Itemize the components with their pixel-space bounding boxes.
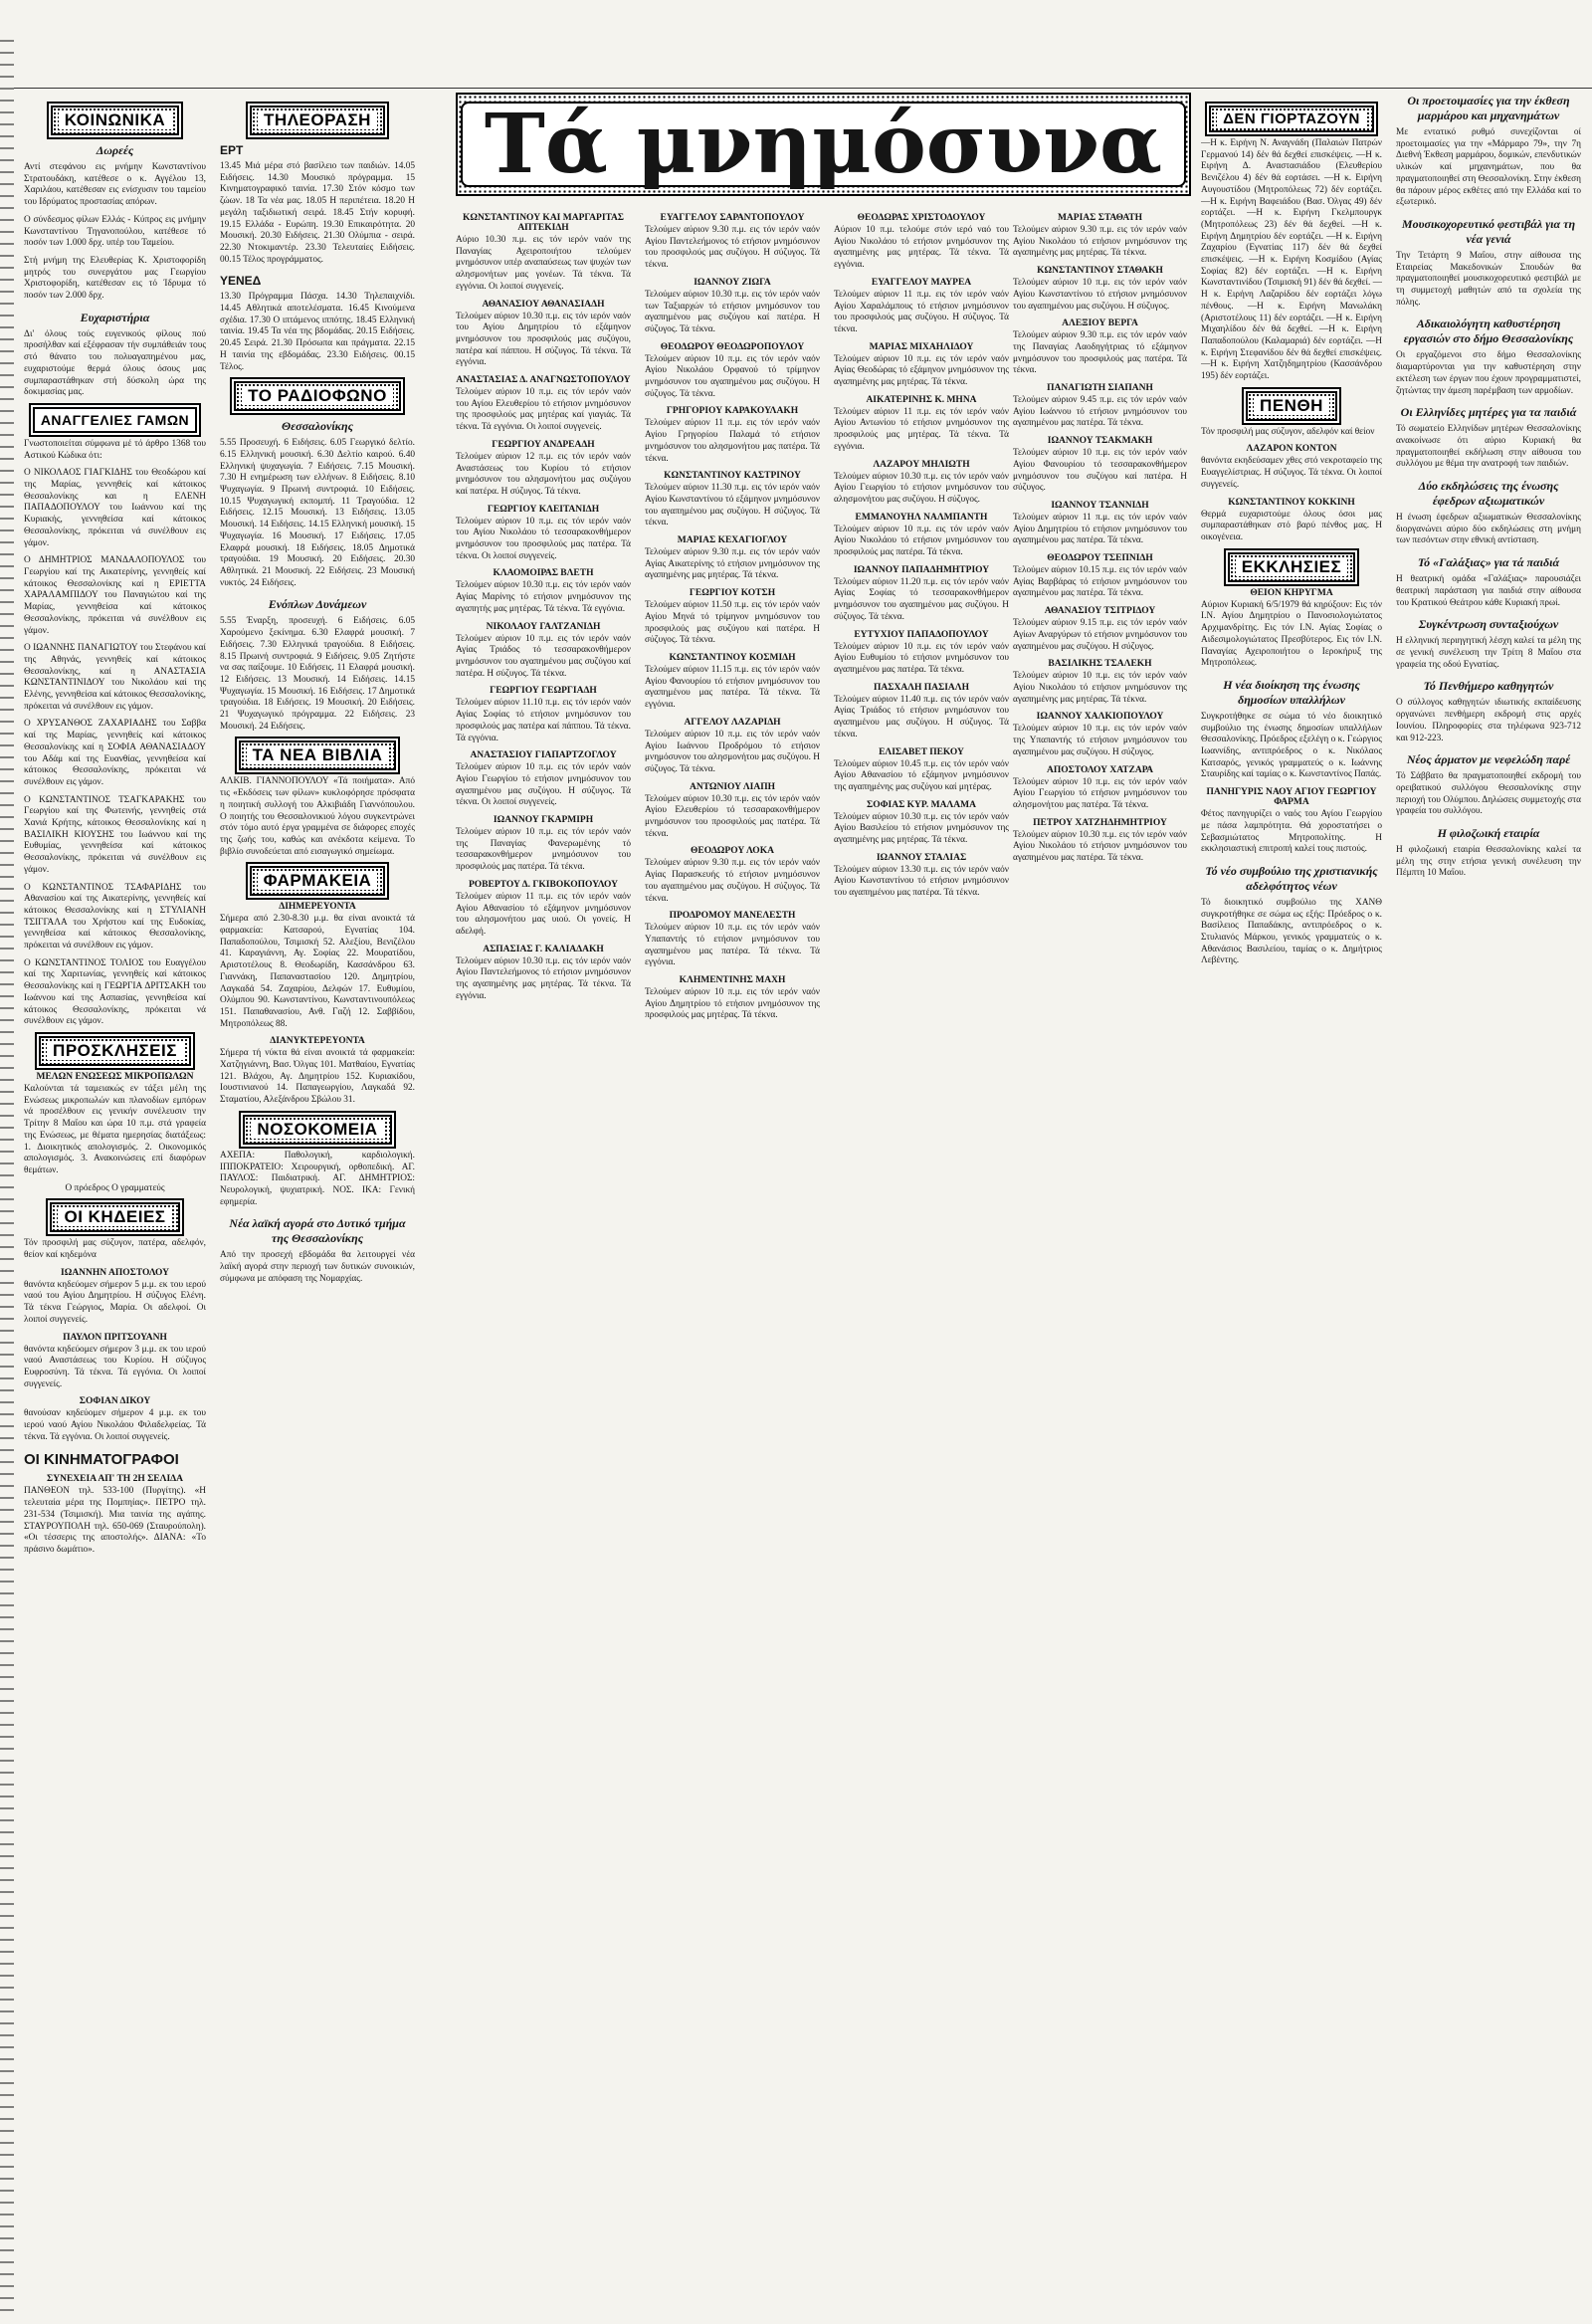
memorial-name: ΙΩΑΝΝΟΥ ΣΤΑΛΙΑΣ	[876, 852, 967, 863]
memorial-name: ΑΠΟΣΤΟΛΟΥ ΧΑΤΖΑΡΑ	[1047, 764, 1153, 775]
subhead-ert: ΕΡΤ	[220, 143, 244, 157]
memorial-text: Τελούμεν αύριον 10 π.μ. εις τόν ιερόν ναόν Αγίας Θεοδώρας τό εξάμηνον μνημόσυνον της αγαπημένης μας μητέρας. Τά τέκνα.	[834, 353, 1009, 388]
memorial-name: ΙΩΑΝΝΟΥ ΖΙΩΓΑ	[694, 277, 771, 288]
mourning-name: ΛΑΖΑΡΟΝ ΚΟΝΤΟΝ	[1246, 444, 1337, 455]
headline: Οι προετοιμασίες για την έκθεση μαρμάρου και μηχανημάτων	[1407, 94, 1570, 122]
column-media	[220, 98, 415, 2318]
memorial-text: Τελούμεν αύριον 10 π.μ. εις τόν ιερόν ναόν Αγίου Δημητρίου τό ετήσιον μνημόσυνον της προσφιλούς μας μητέρας. Τά τέκνα.	[645, 987, 820, 1021]
memorial-text: Τελούμεν αύριον 9.30 π.μ. εις τόν ιερόν ναόν Αγίας Αικατερίνης τό ετήσιον μνημόσυνον της αγαπημένης μας μητέρας. Τά τέκνα.	[645, 547, 820, 581]
memorial-name: ΚΩΝΣΤΑΝΤΙΝΟΥ ΚΑΙ ΜΑΡΓΑΡΙΤΑΣ ΑΠΤΕΚΙΔΗ	[462, 213, 625, 233]
memorial-text: Τελούμεν αύριον 10 π.μ. εις τόν ιερόν ναόν Αγίου Γεωργίου τό ετήσιον μνημόσυνον του αγαπημένου μας συζύγου. Η σύζυγος. Τά τέκνα. Οι λοιποί συγγενείς.	[456, 762, 631, 808]
memorial-text: Τελούμεν αύριον 10.30 π.μ. εις τόν ιερόν ναόν Αγίου Παντελεήμονος τό ετήσιον μνημόσυνον της αγαπημένης μας μητέρας. Τά τέκνα. Τά εγγόνια.	[456, 955, 631, 1001]
memorial-text: Τελούμεν αύριον 10 π.μ. εις τόν ιερόν ναόν Αγίας Τριάδος τό τεσσαρακονθήμερον μνημόσυνον του αγαπημένου μας συζύγου καί πατέρα. Η σύζυγος. Τά τέκνα.	[456, 633, 631, 679]
headline: Νέος άρματον με νεφελώδη παρέ	[1406, 752, 1571, 767]
notice-title: ΜΕΛΩΝ ΕΝΩΣΕΩΣ ΜΙΚΡΟΠΩΛΩΝ	[36, 1072, 194, 1082]
paragraph: 5.55 Έναρξη, προσευχή. 6 Ειδήσεις. 6.05 Χαρούμενο ξεκίνημα. 6.30 Ελαφρά μουσική. 7 Ειδήσεις. 7.30 Ελληνικά τραγούδια. 8 Ειδήσεις. 8.15 Πρωινή συντροφιά. 9 Ειδήσεις. 9.05 Ζητήστε να σας παίξουμε. 10 Ειδήσεις. 11 Ελαφρά μουσική. 12 Ειδήσεις. 13 Μουσική. 14 Ειδήσεις. 14.15 Ψυχαγωγία. 15 Μουσική. 16 Ειδήσεις. 17 Δημοτικά τραγούδια. 18 Ειδήσεις. 19 Μουσική. 20 Ειδήσεις. 21 Ψυχαγωγικό πρόγραμμα. 22 Ειδήσεις. 23 Μουσική. 24 Ειδήσεις.	[220, 616, 415, 732]
memorial-name: ΙΩΑΝΝΟΥ ΤΣΑΚΜΑΚΗ	[1047, 436, 1153, 447]
section-header-cinema: ΟΙ ΚΙΝΗΜΑΤΟΓΡΑΦΟΙ	[24, 1451, 179, 1469]
memorial-name: ΘΕΟΔΩΡΑΣ ΧΡΙΣΤΟΔΟΥΛΟΥ	[857, 213, 986, 223]
memorial-name: ΚΩΝΣΤΑΝΤΙΝΟΥ ΣΤΑΘΑΚΗ	[1037, 266, 1163, 277]
memorial-text: Αύριο 10.30 π.μ. εις τόν ιερόν ναόν της Παναγίας Αχειροποιήτου τελούμεν μνημόσυνον υπέρ αναπαύσεως των ψυχών των αλησμονήτων μας γονέων. Τά τέκνα. Τά εγγόνια. Οι λοιποί συγγενείς.	[456, 235, 631, 292]
paragraph: Αντί στεφάνου εις μνήμην Κωνσταντίνου Στρατουδάκη, κατέθεσε ο κ. Αγγέλου 13, Χαριλάου, κατέθεσαν εις ενίσχυσιν του ταμείου του Ιδρύματος προστασίας απόρων.	[24, 162, 206, 208]
signature-line: Ο πρόεδρος Ο γραμματεύς	[65, 1182, 165, 1193]
memorial-text: Τελούμεν αύριον 10 π.μ. εις τόν ιερόν ναόν Αγίου Νικολάου τό ετήσιον μνημόσυνον της αγαπημένης μας μητέρας. Τά τέκνα.	[1013, 671, 1187, 705]
memorial-name: ΜΑΡΙΑΣ ΜΙΧΑΗΛΙΔΟΥ	[869, 341, 974, 352]
subhead-yened: ΥΕΝΕΔ	[220, 274, 262, 289]
subhead: Θεσσαλονίκης	[282, 419, 353, 434]
section-header-tileorasi: ΤΗΛΕΟΡΑΣΗ	[250, 106, 385, 135]
memorial-name: ΑΘΑΝΑΣΙΟΥ ΑΘΑΝΑΣΙΑΔΗ	[482, 299, 605, 310]
paragraph: Τόν προσφιλή μας σύζυγον, πατέρα, αδελφόν, θείον καί κηδεμόνα	[24, 1238, 206, 1261]
memorial-text: Τελούμεν αύριον 11 π.μ. εις τόν ιερόν ναόν Αγίου Δημητρίου τό ετήσιον μνημόσυνον του αγαπημένου μας πατέρα. Τά τέκνα.	[1013, 512, 1187, 546]
memorial-name: ΘΕΟΔΩΡΟΥ ΘΕΟΔΩΡΟΠΟΥΛΟΥ	[660, 341, 805, 352]
wedding-notice: Ο ΚΩΝΣΤΑΝΤΙΝΟΣ ΤΣΑΦΑΡΙΔΗΣ του Αθανασίου καί της Αικατερίνης, γεννηθείς καί κάτοικος Θεσσαλονίκης καί η ΣΤΥΛΙΑΝΗ ΤΣΙΓΓΑΛΑ του Χρήστου καί της Ευδοκίας, γεννηθείσα καί κάτοικος Θεσσαλονίκης, πρόκειται νά συνέλθουν εις γάμον.	[24, 882, 206, 951]
paragraph: Συγκροτήθηκε σε σώμα τό νέο διοικητικό συμβούλιο της ένωσης δημοσίων υπαλλήλων Θεσσαλονίκης. Πρόεδρος εξελέγη ο κ. Γεώργιος Ιωαννίδης, αντιπρόεδρος ο κ. Νικόλαος Κατσαρός, γενικός γραμματεύς ο κ. Ιωάννης Σταυρίδης καί ταμίας ο κ. Κωνσταντίνος Παπάς.	[1201, 711, 1382, 780]
memorial-name: ΑΙΚΑΤΕΡΙΝΗΣ Κ. ΜΗΝΑ	[866, 394, 977, 405]
memorial-text: Τελούμεν αύριον 10.30 π.μ. εις τόν ιερόν ναόν Αγίου Ελευθερίου τό τεσσαρακονθήμερον μνημόσυνον του προσφιλούς μας πατέρα. Τά τέκνα.	[645, 793, 820, 839]
column-social	[24, 98, 206, 2318]
memorial-name: ΙΩΑΝΝΟΥ ΤΣΑΝΝΙΔΗ	[1051, 500, 1149, 511]
column-mnimosyna-4	[1013, 207, 1187, 2318]
memorial-text: Τελούμεν αύριον 10.15 π.μ. εις τόν ιερόν ναόν Αγίας Βαρβάρας τό ετήσιον μνημόσυνον του αγαπημένου μας πατέρα. Τά τέκνα.	[1013, 565, 1187, 599]
subhead: ΘΕΙΟΝ ΚΗΡΥΓΜΑ	[1250, 587, 1333, 598]
memorial-text: Τελούμεν αύριον 11.30 π.μ. εις τόν ιερόν ναόν Αγίου Κωνσταντίνου τό εξάμηνον μνημόσυνον του αγαπημένου μας συζύγου. Η σύζυγος. Τά τέκνα.	[645, 483, 820, 528]
memorial-name: ΕΥΤΥΧΙΟΥ ΠΑΠΑΔΟΠΟΥΛΟΥ	[854, 629, 989, 640]
memorial-name: ΑΘΑΝΑΣΙΟΥ ΤΣΙΤΡΙΔΟΥ	[1044, 606, 1156, 617]
paragraph: Ο σύλλογος καθηγητών ιδιωτικής εκπαίδευσης οργανώνει πενθήμερη εκδρομή στις αρχές Ιουνίου. Πληροφορίες στα τηλέφωνα 923-712 και 912-223.	[1396, 698, 1581, 743]
subhead: ΣΥΝΕΧΕΙΑ ΑΠ' ΤΗ 2Η ΣΕΛΙΔΑ	[47, 1474, 183, 1485]
memorial-text: Τελούμεν αύριον 10 π.μ. εις τόν ιερόν ναόν της Υπαπαντής τό ετήσιον μνημόσυνον του αγαπημένου μας συζύγου. Η σύζυγος.	[1013, 724, 1187, 757]
memorial-text: Τελούμεν αύριον 9.30 π.μ. εις τόν ιερόν ναόν της Παναγίας Λαοδηγήτριας τό εξάμηνον μνημόσυνον του προσφιλούς μας πατέρα. Τά τέκνα.	[1013, 330, 1187, 376]
paragraph: Η φιλοζωική εταιρία Θεσσαλονίκης καλεί τα μέλη της στην ετήσια γενική συνέλευση την Πέμπτη 10 Μαΐου.	[1396, 845, 1581, 879]
headline: Η φιλοζωική εταιρία	[1437, 826, 1540, 841]
subhead: ΠΑΝΗΓΥΡΙΣ ΝΑΟΥ ΑΓΙΟΥ ΓΕΩΡΓΙΟΥ ΦΑΡΜΑ	[1206, 787, 1377, 808]
memorial-name: ΕΥΑΓΓΕΛΟΥ ΣΑΡΑΝΤΟΠΟΥΛΟΥ	[660, 213, 805, 223]
memorial-name: ΚΛΑΟΜΟΙΡΑΣ ΒΛΕΤΗ	[493, 568, 594, 579]
memorial-text: Τελούμεν αύριον 10.45 π.μ. εις τόν ιερόν ναόν Αγίου Αθανασίου τό εξάμηνον μνημόσυνον της αγαπημένης μας συζύγου καί μητέρας.	[834, 758, 1009, 792]
memorial-name: ΒΑΣΙΛΙΚΗΣ ΤΣΑΛΕΚΗ	[1048, 659, 1152, 670]
memorial-name: ΜΑΡΙΑΣ ΚΕΧΑΓΙΟΓΛΟΥ	[677, 535, 788, 546]
section-header-koinonika: ΚΟΙΝΩΝΙΚΑ	[51, 106, 179, 135]
paragraph: Τό σωματείο Ελληνίδων μητέρων Θεσσαλονίκης ανακοίνωσε ότι αύριο Κυριακή θα πραγματοποιηθεί εκδήλωση στην αίθουσα του συλλόγου με θέμα την ανατροφή των παιδιών.	[1396, 424, 1581, 470]
subhead: Η νέα διοίκηση της ένωσης δημοσίων υπαλλήλων	[1223, 677, 1360, 707]
section-header-radiofono: ΤΟ ΡΑΔΙΟΦΩΝΟ	[234, 381, 401, 411]
memorial-name: ΠΑΣΧΑΛΗ ΠΑΣΙΑΛΗ	[874, 682, 969, 693]
memorial-name: ΘΕΟΔΩΡΟΥ ΛΟΚΑ	[691, 846, 774, 857]
paragraph: θανόντα κηδεύομεν σήμερον 3 μ.μ. εκ του ιερού ναού Αναστάσεως του Κυρίου. Η σύζυγος Ευφροσύνη. Τά τέκνα. Τά εγγόνια. Οι λοιποί συγγενείς.	[24, 1344, 206, 1389]
memorial-text: Τελούμεν αύριον 9.30 π.μ. εις τόν ιερόν ναόν Αγίου Παντελεήμονος τό ετήσιον μνημόσυνον του προσφιλούς μας συζύγου. Η σύζυγος. Τά τέκνα.	[645, 225, 820, 271]
memorial-text: Τελούμεν αύριον 11 π.μ. εις τόν ιερόν ναόν Αγίου Αντωνίου τό ετήσιον μνημόσυνον της προσφιλούς μας μητέρας. Τά τέκνα. Τά εγγόνια.	[834, 406, 1009, 452]
paragraph: ΑΛΚΙΒ. ΓΙΑΝΝΟΠΟΥΛΟΥ «Τά ποιήματα». Από τις «Εκδόσεις των φίλων» κυκλοφόρησε πρόσφατα η ποιητική συλλογή του Αλκιβιάδη Γιαννόπουλου. Ο ποιητής του Θεσσαλονικιού λόγου συγκεντρώνει στόν τόμο αυτό έργα γραμμένα σε διάφορες εποχές της ζωής του, καθώς και ανέκδοτα κείμενα. Το βιβλίο συνοδεύεται από εισαγωγικό σημείωμα.	[220, 776, 415, 857]
memorial-name: ΑΝΤΩΝΙΟΥ ΛΙΑΠΗ	[689, 781, 776, 792]
headline: Μουσικοχορευτικό φεστιβάλ για τη νέα γενιά	[1401, 216, 1576, 246]
paragraph: θανούσαν κηδεύομεν σήμερον 4 μ.μ. εκ του ιερού ναού Αγίου Νικολάου Φιλαδελφείας. Τά τέκνα. Τά εγγόνια. Οι λοιποί συγγενείς.	[24, 1408, 206, 1442]
memorial-text: Τελούμεν αύριον 10 π.μ. εις τόν ιερόν ναόν Αγίου Νικολάου Ορφανού τό τρίμηνον μνημόσυνον του αγαπημένου μας συζύγου. Η σύζυγος. Τά τέκνα.	[645, 353, 820, 399]
memorial-name: ΙΩΑΝΝΟΥ ΧΑΛΚΙΟΠΟΥΛΟΥ	[1036, 712, 1164, 723]
section-header-nosokomeia: ΝΟΣΟΚΟΜΕΙΑ	[243, 1115, 391, 1145]
section-header-proskliseis: ΠΡΟΣΚΛΗΣΕΙΣ	[39, 1036, 191, 1066]
memorial-name: ΚΛΗΜΕΝΤΙΝΗΣ ΜΑΧΗ	[679, 975, 786, 986]
subhead-dorees: Δωρεές	[96, 143, 134, 157]
memorial-text: Τελούμεν αύριον 10 π.μ. εις τόν ιερόν ναόν Υπαπαντής τό ετήσιον μνημόσυνον του αγαπημένου μας πατέρα. Τά τέκνα. Τά εγγόνια.	[645, 923, 820, 968]
memorial-name: ΙΩΑΝΝΟΥ ΓΚΑΡΜΙΡΗ	[493, 815, 594, 826]
headline: Τό «Γαλάξιας» για τά παιδιά	[1417, 555, 1560, 570]
memorial-text: Τελούμεν αύριον 11.15 π.μ. εις τόν ιερόν ναόν Αγίου Φανουρίου τό ετήσιον μνημόσυνον του αγαπημένου μας πατέρα. Τά τέκνα. Τά εγγόνια.	[645, 664, 820, 711]
subhead: Νέα λαϊκή αγορά στο Δυτικό τμήμα της Θεσσαλονίκης	[229, 1216, 406, 1246]
wedding-notice: Ο ΚΩΝΣΤΑΝΤΙΝΟΣ ΤΣΑΓΚΑΡΑΚΗΣ του Γεωργίου καί της Φωτεινής, γεννηθείς στά Χανιά Κρήτης, κάτοικος Θεσσαλονίκης καί η ΒΑΣΙΛΙΚΗ ΚΙΟΥΣΗΣ του Ιωάννου καί της Ευθυμίας, γεννηθείσα καί κάτοικος Θεσσαλονίκης, πρόκειται νά συνέλθουν εις γάμον.	[24, 794, 206, 875]
paragraph: Φέτος πανηγυρίζει ο ναός του Αγίου Γεωργίου με πάσα λαμπρότητα. Θά χοροστατήσει ο Σεβασμιώτατος Μητροπολίτης. Η εκκλησιαστική επιτροπή καλεί τους πιστούς.	[1201, 809, 1382, 855]
headline: Αδικαιολόγητη καθυστέρηση εργασιών στο δήμο Θεσσαλονίκης	[1403, 317, 1574, 346]
memorial-name: ΣΟΦΙΑΣ ΚΥΡ. ΜΑΛΑΜΑ	[867, 799, 976, 810]
section-header-farmakeia: ΦΑΡΜΑΚΕΙΑ	[250, 866, 386, 896]
funeral-name: ΠΑΥΛΟΝ ΠΡΙΤΣΟΥΑΝΗ	[63, 1332, 167, 1343]
memorial-name: ΓΕΩΡΓΙΟΥ ΚΟΤΣΗ	[689, 588, 776, 599]
subhead: Τό νέο συμβούλιο της χριστιανικής αδελφότητος νέων	[1205, 863, 1378, 893]
paragraph: θανόντα κηδεύομεν σήμερον 5 μ.μ. εκ του ιερού ναού του Αγίου Δημητρίου. Η σύζυγος Ελένη. Τά τέκνα Γεώργιος, Μαρία. Οι αδελφοί. Οι λοιποί συγγενείς.	[24, 1279, 206, 1325]
memorial-name: ΚΩΝΣΤΑΝΤΙΝΟΥ ΚΟΣΜΙΔΗ	[669, 652, 796, 663]
memorial-name: ΑΛΕΞΙΟΥ ΒΕΡΓΑ	[1062, 318, 1138, 329]
column-mnimosyna-1	[456, 207, 631, 2318]
paragraph: 5.55 Προσευχή. 6 Ειδήσεις. 6.05 Γεωργικό δελτίο. 6.15 Ελληνική μουσική. 6.30 Δελτίο καιρού. 6.40 Ελληνική ψυχαγωγία. 7 Ειδήσεις. 7.15 Μουσική. 7.30 Η ενημέρωση των ελλήνων. 8 Ειδήσεις. 8.10 Ψυχαγωγία. 9 Πρωινή συντροφιά. 10 Ειδήσεις. 10.15 Ψυχαγωγική εκπομπή. 11 Τραγούδια. 12 Ειδήσεις. 12.15 Μουσική. 13 Ειδήσεις. 13.05 Μουσική. 14 Ειδήσεις. 14.15 Ελληνική μουσική. 15 Ψυχαγωγία. 16 Μουσική. 17 Ειδήσεις. 17.05 Ελαφρά μουσική. 18 Ειδήσεις. 18.05 Δημοτικά τραγούδια. 19 Μουσική. 20 Ειδήσεις. 20.30 Αθλητικά. 21 Μουσική. 22 Ειδήσεις. 23 Μουσική νυκτός. 24 Ειδήσεις.	[220, 438, 415, 588]
paragraph: Τό Σάββατο θα πραγματοποιηθεί εκδρομή του ορειβατικού συλλόγου Θεσσαλονίκης στην περιοχή του Ολύμπου. Δηλώσεις συμμετοχής στα γραφεία του συλλόγου.	[1396, 771, 1581, 817]
memorial-name: ΕΜΜΑΝΟΥΗΛ ΝΑΛΜΠΑΝΤΗ	[855, 512, 988, 523]
wedding-notice: Ο ΔΗΜΗΤΡΙΟΣ ΜΑΝΔΑΛΟΠΟΥΛΟΣ του Γεωργίου καί της Αικατερίνης, γεννηθείς καί κάτοικος Θεσσαλονίκης καί η ΕΡΙΕΤΤΑ ΧΑΡΑΛΑΜΠΙΔΟΥ του Παναγιώτου καί της Μαρίας, γεννηθείσα καί κάτοικος Θεσσαλονίκης, πρόκειται νά συνέλθουν εις γάμον.	[24, 555, 206, 636]
section-header-gamoi: ΑΝΑΓΓΕΛΙΕΣ ΓΑΜΩΝ	[33, 407, 197, 433]
headline: Συγκέντρωση συνταξιούχων	[1418, 617, 1559, 632]
subhead: Ενόπλων Δυνάμεων	[268, 597, 367, 612]
memorial-text: Τελούμεν αύριον 9.30 π.μ. εις τόν ιερόν ναόν Αγίου Νικολάου τό ετήσιον μνημόσυνον της αγαπημένης μας μητέρας. Τά τέκνα.	[1013, 225, 1187, 259]
paragraph: Τόν προσφιλή μας σύζυγον, αδελφόν καί θείον	[1201, 426, 1375, 437]
memorial-text: Τελούμεν αύριον 10.30 π.μ. εις τόν ιερόν ναόν Αγίου Βασιλείου τό ετήσιον μνημόσυνον της αγαπημένης μας μητέρας. Τά τέκνα.	[834, 811, 1009, 846]
memorial-name: ΙΩΑΝΝΟΥ ΠΑΠΑΔΗΜΗΤΡΙΟΥ	[853, 564, 990, 575]
memorial-name: ΘΕΟΔΩΡΟΥ ΤΣΕΠΝΙΔΗ	[1047, 553, 1153, 564]
memorial-name: ΜΑΡΙΑΣ ΣΤΑΘΑΤΗ	[1057, 213, 1143, 223]
memorial-name: ΠΑΝΑΓΙΩΤΗ ΣΙΑΠΑΝΗ	[1047, 383, 1153, 394]
subhead: ΔΙΑΝΥΚΤΕΡΕΥΟΝΤΑ	[270, 1036, 365, 1047]
wedding-notice: Ο ΝΙΚΟΛΑΟΣ ΓΙΑΓΚΙΔΗΣ του Θεοδώρου καί της Μαρίας, γεννηθείς καί κάτοικος Θεσσαλονίκης και η ΕΛΕΝΗ ΠΑΠΑΔΟΠΟΥΛΟΥ του Ιωάννου καί της Κυριακής, γεννηθείσα καί κάτοικος Θεσσαλονίκης, πρόκειται νά συνέλθουν εις γάμον.	[24, 468, 206, 548]
column-church	[1201, 98, 1382, 2318]
memorial-name: ΓΕΩΡΓΙΟΥ ΚΛΕΙΤΑΝΙΔΗ	[487, 504, 600, 515]
paragraph: ΑΧΕΠΑ: Παθολογική, καρδιολογική. ΙΠΠΟΚΡΑΤΕΙΟ: Χειρουργική, ορθοπεδική. ΑΓ. ΠΑΥΛΟΣ: Παιδιατρική. ΑΓ. ΔΗΜΗΤΡΙΟΣ: Νευρολογική, ψυχιατρική. ΝΟΣ. ΙΚΑ: Γενική εφημερία.	[220, 1150, 415, 1207]
memorial-name: ΓΡΗΓΟΡΙΟΥ ΚΑΡΑΚΟΥΛΑΚΗ	[666, 406, 799, 417]
memorial-name: ΓΕΩΡΓΙΟΥ ΓΕΩΡΓΙΑΔΗ	[490, 686, 597, 697]
memorial-name: ΕΥΑΓΓΕΛΟΥ ΜΑΥΡΕΑ	[871, 277, 972, 288]
paragraph: Καλούνται τά ταμειακώς εν τάξει μέλη της Ενώσεως μικροπωλών και πλανοδίων εμπόρων νά προσέλθουν εις γενικήν συνέλευσιν την Τρίτην 8 Μαΐου και ώρα 10 π.μ. στά γραφεία της Ενώσεως, με θέματα ημερησίας διατάξεως: 1. Διοικητικός απολογισμός. 2. Οικονομικός απολογισμός. 3. Ανακοινώσεις επί διαφόρων θεμάτων.	[24, 1084, 206, 1175]
memorial-text: Τελούμεν αύριον 10.30 π.μ. εις τόν ιερόν ναόν των Ταξιαρχών τό ετήσιον μνημόσυνον του αγαπημένου μας συζύγου καί πατέρα. Η σύζυγος. Τά τέκνα.	[645, 289, 820, 334]
memorial-name: ΠΡΟΔΡΟΜΟΥ ΜΑΝΕΛΕΣΤΗ	[669, 911, 796, 922]
paragraph: —Η κ. Ειρήνη Ν. Αναγνάδη (Παλαιών Πατρών Γερμανού 14) δέν θά δεχθεί επισκέψεις. —Η κ. Ειρήνη Δ. Αναστασιάδου (Ελευθερίου Βενιζέλου 4) δέν θά εορτάσει. —Η κ. Ειρήνη Αυγουστίδου (Μητροπόλεως 72) δέν εορτάζει. —Η κ. Ειρήνη Βαφειάδου (Βασ. Όλγας 49) δέν εορτάζει. —Η κ. Ειρήνη Γκελμπουργκ (Μητροπόλεως 23) δέν θά δεχθεί. —Η κ. Ειρήνη Δημητρίου δέν εορτάζει. —Η κ. Ειρήνη Ζαχαρίου (Εγνατίας 117) δέν θά δεχθεί επισκέψεις. —Η κ. Ειρήνη Κοσμίδου (Αγίας Σοφίας 82) δέν εορτάζει. —Η κ. Ειρήνη Κωνσταντινίδου (Τσιμισκή 91) δέν θά δεχθεί. —Η κ. Ειρήνη Λαζαρίδου δέν εορτάζει λόγω πένθους. —Η κ. Ειρήνη Μανωλάκη (Αριστοτέλους 11) δέν εορτάζει. —Η κ. Ειρήνη Μιχαηλίδου δέν θά δεχθεί. —Η κ. Ειρήνη Παπαδοπούλου (Καλαμαριά) δέν εορτάζει. —Η κ. Ειρήνη Στεφανίδου δέν θά δεχθεί επισκέψεις. —Η κ. Ειρήνη Χατζηδημητρίου (Κασσάνδρου 195) δέν εορτάζει.	[1201, 138, 1382, 382]
headline: Τό Πενθήμερο καθηγητών	[1423, 679, 1554, 694]
headline: Οι Ελληνίδες μητέρες για τα παιδιά	[1400, 405, 1577, 420]
paragraph: Σήμερα τή νύκτα θά είναι ανοικτά τά φαρμακεία: Χατζηγιάννη, Βασ. Όλγας 101. Ματθαίου, Εγνατίας 121. Βλάχου, Αγ. Δημητρίου 152. Κυριακίδου, Ιουστινιανού 14. Παπαγεωργίου, Λαγκαδά 92. Σταματίου, Αλεξάνδρου Σβώλου 31.	[220, 1048, 415, 1106]
memorial-name: ΚΩΝΣΤΑΝΤΙΝΟΥ ΚΑΣΤΡΙΝΟΥ	[664, 471, 801, 482]
memorial-name: ΕΛΙΣΑΒΕΤ ΠΕΚΟΥ	[879, 746, 964, 757]
paragraph: Η ελληνική περιηγητική λέσχη καλεί τα μέλη της σε γενική συνέλευση την Τρίτη 8 Μαΐου στα γραφεία της οδού Εγνατίας.	[1396, 636, 1581, 670]
memorial-text: Τελούμεν αύριον 10.30 π.μ. εις τόν ιερόν ναόν Αγίου Νικολάου τό ετήσιον μνημόσυνον του αγαπημένου μας πατέρα. Τά τέκνα.	[1013, 829, 1187, 864]
top-rule	[14, 88, 1592, 89]
column-mnimosyna-3	[834, 207, 1009, 2318]
memorial-name: ΛΑΖΑΡΟΥ ΜΗΛΙΩΤΗ	[873, 459, 970, 470]
memorial-text: Τελούμεν αύριον 9.45 π.μ. εις τόν ιερόν ναόν Αγίου Ιωάννου τό ετήσιον μνημόσυνον του αγαπημένου μας πατέρα. Τά τέκνα.	[1013, 395, 1187, 429]
paragraph: θανόντα εκηδεύσαμεν χθες στό νεκροταφείο της Ευαγγελίστριας. Η σύζυγος. Τά τέκνα. Οι λοιποί συγγενείς.	[1201, 456, 1382, 490]
memorial-text: Τελούμεν αύριον 11.40 π.μ. εις τόν ιερόν ναόν Αγίας Τριάδος τό ετήσιον μνημόσυνον του αγαπημένου μας συζύγου. Η σύζυγος. Τά τέκνα.	[834, 694, 1009, 739]
memorial-name: ΡΟΒΕΡΤΟΥ Δ. ΓΚΙΒΟΚΟΠΟΥΛΟΥ	[468, 879, 618, 890]
section-header-kideies: ΟΙ ΚΗΔΕΙΕΣ	[50, 1202, 179, 1232]
funeral-name: ΙΩΑΝΝΗΝ ΑΠΟΣΤΟΛΟΥ	[61, 1267, 169, 1278]
memorial-text: Τελούμεν αύριον 9.15 π.μ. εις τόν ιερόν ναόν Αγίων Αναργύρων τό ετήσιον μνημόσυνον του αγαπημένου μας συζύγου. Η σύζυγος.	[1013, 618, 1187, 652]
paragraph: Οι εργαζόμενοι στο δήμο Θεσσαλονίκης διαμαρτύρονται για την καθυστέρηση στην εκτέλεση των έργων που έχουν προγραμματιστεί, ζητώντας την άμεση παρέμβαση των αρμοδίων.	[1396, 350, 1581, 396]
section-header-penthi: ΠΕΝΘΗ	[1246, 391, 1337, 421]
wedding-notice: Ο ΚΩΝΣΤΑΝΤΙΝΟΣ ΤΟΛΙΟΣ του Ευαγγέλου καί της Χαριτωνίας, γεννηθείς καί κάτοικος Θεσσαλονίκης καί η ΓΕΩΡΓΙΑ ΔΡΙΤΣΑΚΗ του Ιωάννου καί της Ασπασίας, γεννηθείσα καί κάτοικος Θεσσαλονίκης, πρόκειται νά συνέλθουν εις γάμον.	[24, 957, 206, 1027]
memorial-text: Τελούμεν αύριον 10 π.μ. εις τόν ιερόν ναόν Αγίου Ευθυμίου τό ετήσιον μνημόσυνον του αγαπημένου μας πατέρα. Τά τέκνα.	[834, 641, 1009, 675]
memorial-name: ΝΙΚΟΛΑΟΥ ΓΑΛΤΖΑΝΙΔΗ	[486, 621, 601, 632]
memorial-text: Τελούμεν αύριον 11.10 π.μ. εις τόν ιερόν ναόν Αγίας Σοφίας τό ετήσιον μνημόσυνον του προσφιλούς μας πατέρα καί πάππου. Τά τέκνα. Τά εγγόνια.	[456, 698, 631, 743]
paragraph: Θερμά ευχαριστούμε όλους όσοι μας συμπαραστάθηκαν στό βαρύ πένθος μας. Η οικογένεια.	[1201, 509, 1382, 542]
memorial-text: Τελούμεν αύριον 10 π.μ. εις τόν ιερόν ναόν Αγίου Ιωάννου Προδρόμου τό ετήσιον μνημόσυνον του αλησμονήτου μας συζύγου. Η σύζυγος. Τά τέκνα.	[645, 729, 820, 774]
masthead-title: Τά μνημόσυνα	[461, 102, 1186, 187]
memorial-text: Τελούμεν αύριον 10 π.μ. εις τόν ιερόν ναόν της Παναγίας Φανερωμένης τό τεσσαρακονθήμερον μνημόσυνον του προσφιλούς μας πατέρα. Τά τέκνα.	[456, 827, 631, 873]
memorial-name: ΓΕΩΡΓΙΟΥ ΑΝΔΡΕΑΔΗ	[492, 439, 595, 450]
memorial-text: Τελούμεν αύριον 10.30 π.μ. εις τόν ιερόν ναόν Αγίας Μαρίνης τό ετήσιον μνημόσυνον της αγαπητής μας μητέρας. Τά τέκνα. Τά εγγόνια.	[456, 580, 631, 614]
memorial-text: Τελούμεν αύριον 10.30 π.μ. εις τόν ιερόν ναόν του Αγίου Δημητρίου τό εξάμηνον μνημόσυνον του προσφιλούς μας συζύγου, πατέρα καί πάππου. Η σύζυγος. Τά τέκνα. Τά εγγόνια.	[456, 311, 631, 368]
memorial-text: Τελούμεν αύριον 11 π.μ. εις τόν ιερόν ναόν Αγίου Αθανασίου τό εξάμηνον μνημόσυνον του αλησμονήτου μας υιού. Οι γονείς. Η αδελφή.	[456, 891, 631, 937]
memorial-name: ΑΣΠΑΣΙΑΣ Γ. ΚΑΛΙΑΔΑΚΗ	[483, 944, 604, 954]
paragraph: Στή μνήμη της Ελευθερίας Κ. Χριστοφορίδη μητρός του συνεργάτου μας Γεωργίου Χριστοφορίδη, κατέθεσαν εις τό Ίδρυμα τό ποσόν των 2.000 δρχ.	[24, 255, 206, 302]
wedding-notice: Ο ΙΩΑΝΝΗΣ ΠΑΝΑΓΙΩΤΟΥ του Στεφάνου καί της Αθηνάς, γεννηθείς καί κάτοικος Θεσσαλονίκης, καί η ΑΝΑΣΤΑΣΙΑ ΚΩΝΣΤΑΝΤΙΝΙΔΟΥ του Νικολάου καί της Ελένης, γεννηθείσα καί κάτοικος Θεσσαλονίκης, πρόκειται νά συνέλθουν εις γάμον.	[24, 643, 206, 712]
paragraph: Η ένωση έφεδρων αξιωματικών Θεσσαλονίκης διοργανώνει αύριο δύο εκδηλώσεις στη μνήμη των πεσόντων στην εθνική αντίσταση.	[1396, 513, 1581, 546]
memorial-text: Τελούμεν αύριον 9.30 π.μ. εις τόν ιερόν ναόν Αγίας Παρασκευής τό ετήσιον μνημόσυνον του αγαπημένου μας συζύγου. Η σύζυγος. Τά τέκνα.	[645, 858, 820, 904]
paragraph: Ο σύνδεσμος φίλων Ελλάς - Κύπρος εις μνήμην Κωνσταντίνου Τηγανοπούλου, κατέθεσε τό ποσόν των 1.000 δρχ. υπέρ του Ταμείου.	[24, 214, 206, 249]
funeral-name: ΣΟΦΙΑΝ ΔΙΚΟΥ	[79, 1396, 151, 1407]
paragraph: Τό διοικητικό συμβούλιο της ΧΑΝΘ συγκροτήθηκε σε σώμα ως εξής: Πρόεδρος ο κ. Βασίλειος Παπαδάκης, αντιπρόεδρος ο κ. Στυλιανός Μάρκου, γενικός γραμματεύς ο κ. Αθανάσιος Βασιλείου, ταμίας ο κ. Δημήτριος Λεβέντης.	[1201, 897, 1382, 966]
left-edge-cutoff	[0, 40, 14, 2319]
memorial-text: Τελούμεν αύριον 10 π.μ. εις τόν ιερόν ναόν Αγίου Νικολάου τό ετήσιον μνημόσυνον του προσφιλούς μας πατέρα. Τά τέκνα.	[834, 524, 1009, 558]
memorial-text: Τελούμεν αύριον 10 π.μ. εις τόν ιερόν ναόν Αγίου Κωνσταντίνου τό ετήσιον μνημόσυνον του αγαπημένου μας συζύγου. Η σύζυγος.	[1013, 278, 1187, 312]
memorial-text: Τελούμεν αύριον 10 π.μ. εις τόν ιερόν ναόν του Αγίου Ελευθερίου τό ετήσιον μνημόσυνον της προσφιλούς μας μητέρας καί γιαγιάς. Τά τέκνα. Τά εγγόνια. Οι λοιποί συγγενείς.	[456, 387, 631, 433]
paragraph: Αύριον Κυριακή 6/5/1979 θά κηρύξουν: Εις τόν Ι.Ν. Αγίου Δημητρίου ο Πανοσιολογιώτατος Αρχιμανδρίτης. Εις τόν Ι.Ν. Αγίας Σοφίας ο Αιδεσιμολογιώτατος Πρεσβύτερος. Εις τόν Ι.Ν. Παναγίας Αχειροποιήτου ο Ιεροκήρυξ της Μητροπόλεως.	[1201, 599, 1382, 669]
memorial-text: Τελούμεν αύριον 11.20 π.μ. εις τόν ιερόν ναόν Αγίας Σοφίας τό τεσσαρακονθήμερον μνημόσυνον του αγαπημένου μας συζύγου. Η σύζυγος. Τά τέκνα.	[834, 576, 1009, 622]
masthead-banner	[456, 93, 1191, 196]
paragraph: ΠΑΝΘΕΟΝ τηλ. 533-100 (Πυργίτης). «Η τελευταία μέρα της Πομπηίας». ΠΕΤΡΟ τηλ. 231-534 (Τσιμισκή). Μια ταινία της αγάπης. ΣΤΑΥΡΟΥΠΟΛΗ τηλ. 650-069 (Σταυρούπολη). «Οι τέσσερις της αποστολής». ΔΙΑΝΑ: «Το πράσινο δωμάτιο».	[24, 1486, 206, 1555]
memorial-text: Τελούμεν αύριον 10.30 π.μ. εις τόν ιερόν ναόν Αγίου Γεωργίου τό ετήσιον μνημόσυνον του αλησμονήτου μας συζύγου. Η σύζυγος.	[834, 471, 1009, 505]
wedding-notice: Ο ΧΡΥΣΑΝΘΟΣ ΖΑΧΑΡΙΑΔΗΣ του Σαββα καί της Μαρίας, γεννηθείς καί κάτοικος Θεσσαλονίκης καί η ΣΟΦΙΑ ΑΘΑΝΑΣΙΑΔΟΥ του Αδάμ καί της Ευανθίας, γεννηθείσα καί κάτοικος Θεσσαλονίκης, πρόκειται νά συνέλθουν εις γάμον.	[24, 719, 206, 787]
column-news	[1396, 86, 1581, 2318]
section-header-nea-vivlia: ΤΑ ΝΕΑ ΒΙΒΛΙΑ	[239, 740, 397, 770]
paragraph: Δι' όλους τούς ευγενικούς φίλους πού προσήλθαν καί εξέφρασαν τήν συμπάθειάν τους στό θάνατο του πολυαγαπημένου μας, ευχαριστούμε θερμά όλους όσους μας συμπαραστάθηκαν στή δύσκολη ώρα της δοκιμασίας μας.	[24, 328, 206, 398]
memorial-text: Τελούμεν αύριον 12 π.μ. εις τόν ιερόν ναόν Αναστάσεως του Κυρίου τό ετήσιον μνημόσυνον του αλησμονήτου μας συζύγου καί πατέρα. Η σύζυγος. Τά τέκνα.	[456, 451, 631, 497]
paragraph: Γνωστοποιείται σύμφωνα μέ τό άρθρο 1368 του Αστικού Κώδικα ότι:	[24, 438, 206, 461]
memorial-name: ΑΝΑΣΤΑΣΙΑΣ Δ. ΑΝΑΓΝΩΣΤΟΠΟΥΛΟΥ	[456, 375, 631, 386]
paragraph: Την Τετάρτη 9 Μαΐου, στην αίθουσα της Εταιρείας Μακεδονικών Σπουδών θα πραγματοποιηθεί μουσικοχορευτικό φεστιβάλ με τη συμμετοχή μαθητών από τα σχολεία της πόλης.	[1396, 250, 1581, 308]
memorial-text: Τελούμεν αύριον 11.50 π.μ. εις τόν ιερόν ναόν Αγίου Μηνά τό τρίμηνον μνημόσυνον του προσφιλούς μας συζύγου καί πατέρα. Η σύζυγος. Τά τέκνα.	[645, 600, 820, 646]
paragraph: Με εντατικό ρυθμό συνεχίζονται οί προετοιμασίες για την «Μάρμαρο 79», την 7η Διεθνή Έκθεση μαρμάρου, δομικών, επενδυτικών υλικών καί μηχανημάτων, που θα πραγματοποιηθεί στη Θεσσαλονίκη. Στην έκθεση θα πάρουν μέρος εκθέτες από την Ελλάδα καί το εξωτερικό.	[1396, 127, 1581, 208]
column-mnimosyna-2	[645, 207, 820, 2318]
paragraph: Σήμερα από 2.30-8.30 μ.μ. θα είναι ανοικτά τά φαρμακεία: Κατσαρού, Εγνατίας 104. Παπαδοπούλου, Τσιμισκή 52. Αλεξίου, Βενιζέλου 41. Καραγιάννη, Αγ. Σοφίας 22. Μουρατίδου, Αριστοτέλους 8. Θεοδωρίδη, Κασσάνδρου 63. Γιαννάκη, Παπαναστασίου 120. Δημητρίου, Λαγκαδά 54. Ζαχαρίου, Δελφών 17. Ευθυμίου, Ολύμπου 90. Κωνσταντίνου, Κωνσταντινουπόλεως 151. Παπαθανασίου, Ανθ. Γαζή 12. Σαββίδου, Μητροπόλεως 88.	[220, 914, 415, 1029]
section-header-ekklisies: ΕΚΚΛΗΣΙΕΣ	[1228, 552, 1355, 582]
paragraph: Από την προσεχή εβδομάδα θα λειτουργεί νέα λαϊκή αγορά στην περιοχή των δυτικών συνοικιών, σύμφωνα με απόφαση της Νομαρχίας.	[220, 1250, 415, 1284]
section-header-den-giortazoun: ΔΕΝ ΓΙΟΡΤΑΖΟΥΝ	[1209, 106, 1374, 132]
memorial-name: ΠΕΤΡΟΥ ΧΑΤΖΗΔΗΜΗΤΡΙΟΥ	[1033, 817, 1167, 828]
headline: Δύο εκδηλώσεις της ένωσης έφεδρων αξιωματικών	[1418, 479, 1559, 509]
memorial-text: Τελούμεν αύριον 13.30 π.μ. εις τόν ιερόν ναόν Αγίου Κωνσταντίνου τό ετήσιον μνημόσυνον του αγαπημένου μας πατέρα. Τά τέκνα.	[834, 864, 1009, 899]
paragraph: Η θεατρική ομάδα «Γαλάξιας» παρουσιάζει θεατρική παράσταση για παιδιά στην αίθουσα του Κρατικού Θεάτρου κάθε Κυριακή πρωί.	[1396, 574, 1581, 608]
memorial-text: Τελούμεν αύριον 11 π.μ. εις τόν ιερόν ναόν Αγίου Γρηγορίου Παλαμά τό ετήσιον μνημόσυνον του αλησμονήτου μας πατέρα. Τά τέκνα.	[645, 418, 820, 464]
memorial-name: ΑΝΑΣΤΑΣΙΟΥ ΓΙΑΠΑΡΤΖΟΓΛΟΥ	[470, 750, 617, 761]
memorial-text: Αύριον 10 π.μ. τελούμε στόν ιερό ναό του Αγίου Νικολάου τό ετήσιον μνημόσυνον της αγαπημένης μας μητέρας. Τά τέκνα. Τά εγγόνια.	[834, 225, 1009, 271]
memorial-text: Τελούμεν αύριον 11 π.μ. εις τόν ιερόν ναόν Αγίου Χαραλάμπους τό ετήσιον μνημόσυνον του προσφιλούς μας συζύγου. Η σύζυγος. Τά τέκνα.	[834, 289, 1009, 334]
paragraph: 13.30 Πρόγραμμα Πάσχα. 14.30 Τηλεπαιχνίδι. 14.45 Αθλητικά αποτελέσματα. 16.45 Κινούμενα σχέδια. 17.30 Ο ιπτάμενος ιππότης. 18.45 Ελληνική ταινία. 19.45 Τα νέα της βδομάδας. 20.15 Ειδήσεις. 20.45 Σειρά. 21.30 Πρόσωπα και πράγματα. 22.15 Η ταινία της εβδομάδας. 23.30 Ειδήσεις. 00.15 Τέλος.	[220, 292, 415, 372]
subhead-eucharistiria: Ευχαριστήρια	[80, 310, 150, 324]
paragraph: 13.45 Μιά μέρα στό βασίλειο των παιδιών. 14.05 Ειδήσεις. 14.30 Μουσικό πρόγραμμα. 15 Κινηματογραφικό ταινία. 17.30 Στόν κόσμο των ζώων. 18 Τα νέα μας. 18.05 Η περιπέτεια. 18.20 Η μεγάλη ταξιδιωτική σειρά. 18.45 Στήν κορυφή. 19.15 Ελλάδα - Ευρώπη. 19.30 Επικαιρότητα. 20 Μουσική. 20.30 Ειδήσεις. 21.30 Ολύμπια - σειρά. 22.30 Ντοκιμαντέρ. 23.30 Τελευταίες Ειδήσεις. 00.15 Τέλος προγράμματος.	[220, 161, 415, 265]
memorial-text: Τελούμεν αύριον 10 π.μ. εις τόν ιερόν ναόν Αγίου Γεωργίου τό ετήσιον μνημόσυνον του αλησμονήτου μας πατέρα. Τά τέκνα.	[1013, 776, 1187, 810]
memorial-text: Τελούμεν αύριον 10 π.μ. εις τόν ιερόν ναόν Αγίου Φανουρίου τό τεσσαρακονθήμερον μνημόσυνον του συζύγου καί πατέρα. Η σύζυγος.	[1013, 448, 1187, 494]
memorial-name: ΑΓΓΕΛΟΥ ΛΑΖΑΡΙΔΗ	[684, 717, 781, 728]
subhead: ΔΙΗΜΕΡΕΥΟΝΤΑ	[279, 902, 356, 913]
mourning-name: ΚΩΝΣΤΑΝΤΙΝΟΥ ΚΟΚΚΙΝΗ	[1228, 497, 1355, 508]
memorial-text: Τελούμεν αύριον 10 π.μ. εις τόν ιερόν ναόν του Αγίου Νικολάου τό τεσσαρακονθήμερον μνημόσυνον του προσφιλούς μας πατέρα. Τά τέκνα. Οι λοιποί συγγενείς.	[456, 516, 631, 561]
